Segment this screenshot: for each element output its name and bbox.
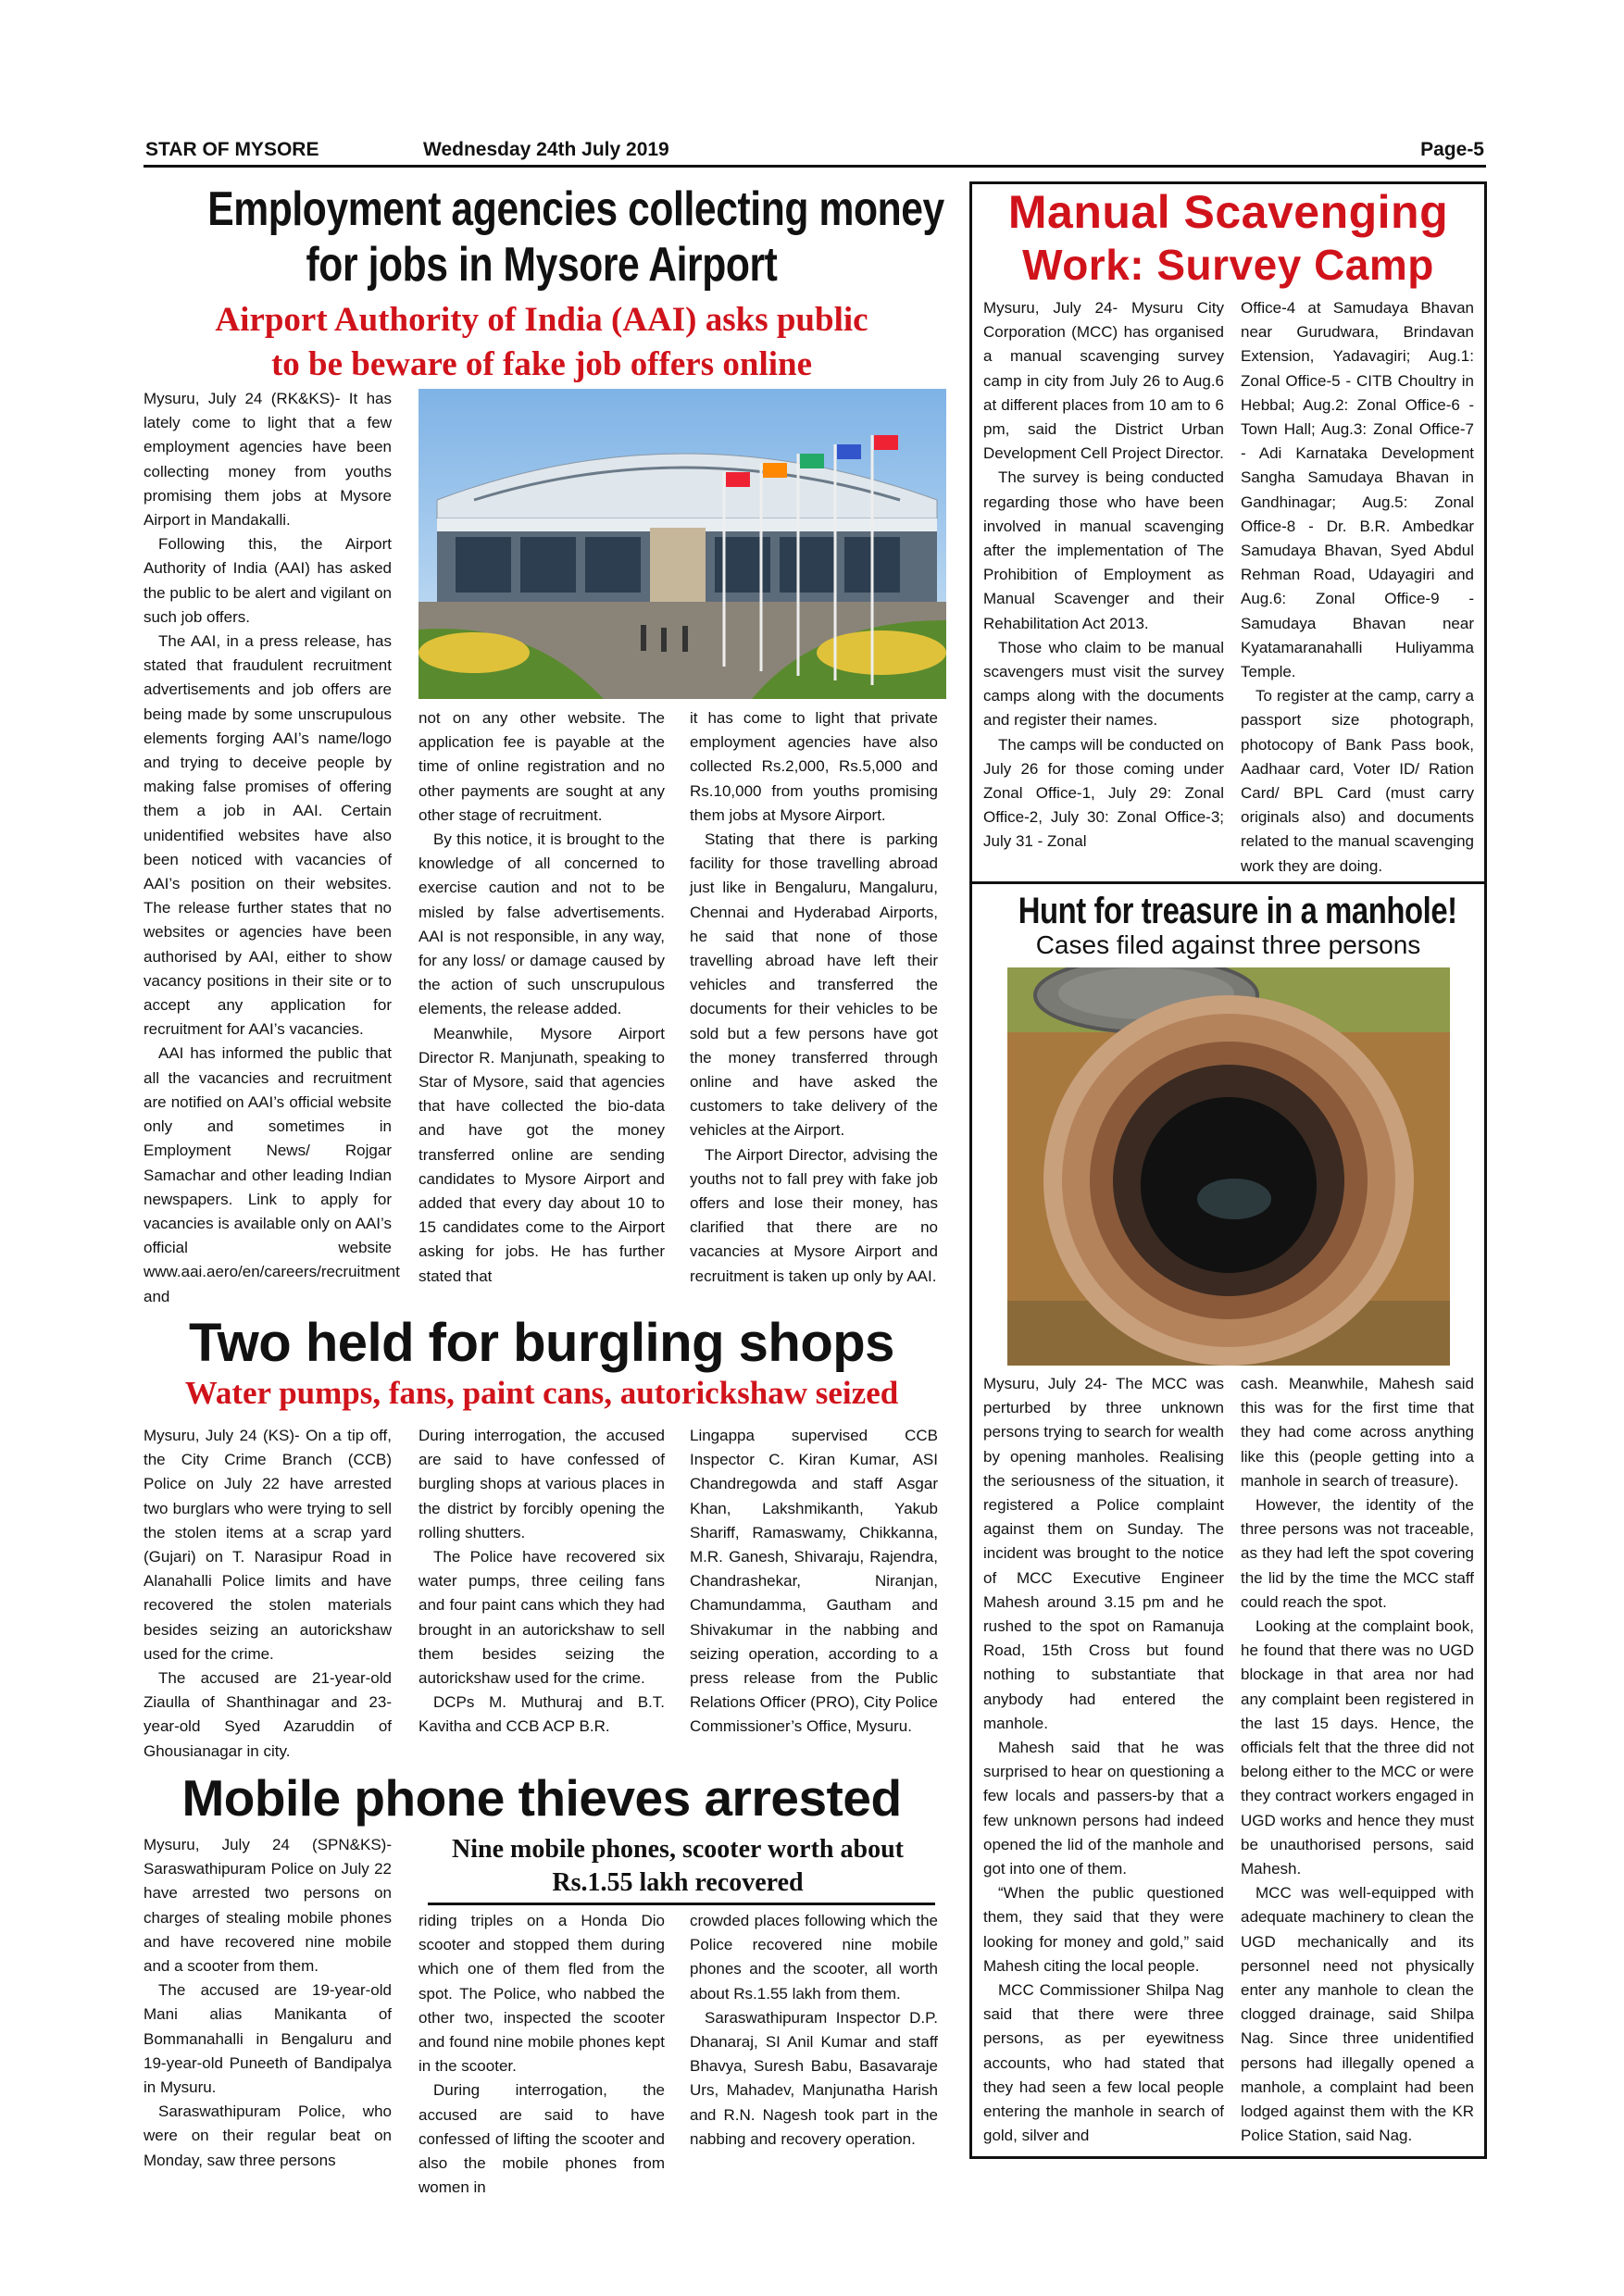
burglary-c1-p2: The accused are 21-year-old Ziaulla of Shanthinagar and 23-year-old Syed Azaruddin of Ghousianagar in city. (144, 1669, 392, 1760)
airport-column-1 (144, 387, 400, 1309)
airport-c2-p1: not on any other website. The application fee is payable at the time of online registration and no other payments are sought at any other stage of recruitment. (418, 709, 665, 824)
burglary-c2-p2: The Police have recovered six water pumps, three ceiling fans and four paint cans which they had brought in an autorickshaw to sell them besides seizing the autorickshaw used for the crime. (418, 1548, 665, 1688)
burglary-headline: Two held for burgling shops (189, 1313, 894, 1373)
mobile-subheadline (418, 1833, 937, 1900)
mobile-column-3 (690, 1909, 938, 2152)
mobile-c1-p2: The accused are 19-year-old Mani alias Manikanta of Bommanahalli in Bengaluru and 19-year-old Puneeth of Bandipalya in Mysuru. (144, 1981, 392, 2097)
airport-column-2 (418, 706, 665, 1289)
mobile-c2-p2: During interrogation, the accused are said to have confessed of lifting the scooter and also the mobile phones from women in (418, 2081, 665, 2197)
mobile-c3-p2: Saraswathipuram Inspector D.P. Dhanaraj, SI Anil Kumar and staff Bhavya, Suresh Babu, Basavaraje Urs, Mahadev, Manjunatha Harish and R.N. Nagesh took part in the nabbing and recovery operation. (690, 2008, 938, 2148)
airport-c3-p2: Stating that there is parking facility for those travelling abroad just like in Bengaluru, Mangaluru, Chennai and Hyderabad Airports, he said that none of those travelling abroad have left their vehicles and transferred the documents for their vehicles to be sold but a few persons have got the money transferred through online and have asked the customers to take delivery of the vehicles at the Airport. (690, 830, 938, 1140)
burglary-c2-p1: During interrogation, the accused are said to have confessed of burgling shops at various places in the district by forcibly opening the rolling shutters. (418, 1427, 665, 1541)
mobile-column-1 (144, 1833, 392, 2173)
burglary-c2-p3: DCPs M. Muthuraj and B.T. Kavitha and CCB ACP B.R. (418, 1693, 665, 1736)
manhole-c2-p3: Looking at the complaint book, he found that there was no UGD blockage in that area nor had any complaint been registered in the last 15 days. Hence, the officials felt that the three did not belong either to the MCC or were they contract workers engaged in UGD works and hence they must be unauthorised persons, said Mahesh. (1241, 1617, 1474, 1878)
mobile-sub-rule (428, 1903, 935, 1905)
scavenging-column-1 (983, 296, 1224, 855)
airport-c1-p3: The AAI, in a press release, has stated that fraudulent recruitment advertisements and job offers are being made by some unscrupulous elements forging AAI’s name/logo and trying to deceive people by making false promises of offering them a job in AAI. Certain unidentified websites have also been noticed with vacancies of AAI’s position on their websites. The release further states that no websites or agencies have been authorised by AAI, either to show vacancy positions in their site or to accept any application for recruitment for AAI’s vacancies. (144, 632, 392, 1039)
airport-subheadline (134, 298, 949, 387)
mobile-column-2 (418, 1909, 665, 2200)
scav-c1-p3: Those who claim to be manual scavengers must visit the survey camps along with the documents and register their names. (983, 638, 1224, 730)
scav-c1-p4: The camps will be conducted on July 26 for those coming under Zonal Office-1, July 29: Zonal Office-2, July 30: Zonal Office-3; July 31 - Zonal (983, 735, 1224, 851)
airport-c2-p2: By this notice, it is brought to the knowledge of all concerned to exercise caution and not to be misled by false advertisements. AAI is not responsible, in any way, for any loss/ or damage caused by the action of such unscrupulous elements, the release added. (418, 830, 665, 1018)
airport-c3-p1: it has come to light that private employment agencies have also collected Rs.2,000, Rs.5,000 and Rs.10,000 from youths promising them jobs at Mysore Airport. (690, 709, 938, 824)
airport-c3-p3: The Airport Director, advising the youths not to fall prey with fake job offers and lose their money, has clarified that there are no vacancies at Mysore Airport and recruitment is taken up only by AAI. (690, 1145, 938, 1285)
mobile-headline: Mobile phone thieves arrested (181, 1769, 902, 1827)
scav-c1-p2: The survey is being conducted regarding those who have been involved in manual scavenging after the implementation of The Prohibition of Employment as Manual Scavenger and their Rehabilitation Act 2013. (983, 468, 1224, 632)
manhole-column-2 (1241, 1372, 1474, 2149)
burglary-column-1 (144, 1424, 392, 1764)
manhole-headline: Hunt for treasure in a manhole! (1018, 891, 1457, 931)
manhole-c1-p3: “When the public questioned them, they said that they were looking for money and gold,” said Mahesh citing the local people. (983, 1884, 1224, 1975)
airport-sub-line2: to be beware of fake job offers online (270, 345, 813, 383)
burglary-c1-p1: Mysuru, July 24 (KS)- On a tip off, the City Crime Branch (CCB) Police on July 22 have arrested two burglars who were trying to sell the stolen items at a scrap yard (Gujari) on T. Narasipur Road in Alanahalli Police limits and have recovered the stolen materials besides seizing an autorickshaw used for the crime. (144, 1427, 392, 1663)
burglary-c3-p1: Lingappa supervised CCB Inspector C. Kiran Kumar, ASI Chandregowda and staff Asgar Khan, Lakshmikanth, Yakub Shariff, Ramaswamy, Chikkanna, M.R. Ganesh, Shivaraju, Rajendra, Chandrashekar, Niranjan, Chamundamma, Gautham and Shivakumar in the nabbing and seizing operation, according to a press release from the Public Relations Officer (PRO), City Police Commissioner’s Office, Mysuru. (690, 1427, 938, 1736)
mobile-c1-p1: Mysuru, July 24 (SPN&KS)- Saraswathipuram Police on July 22 have arrested two persons on charges of stealing mobile phones and have recovered nine mobile and a scooter from them. (144, 1836, 392, 1976)
airport-column-3 (690, 706, 938, 1289)
mobile-sub-line1: Nine mobile phones, scooter worth about (452, 1835, 904, 1864)
paper-name: STAR OF MYSORE (145, 139, 319, 160)
burglary-column-3 (690, 1424, 938, 1740)
scavenging-headline-line1: Manual Scavenging (1007, 186, 1449, 238)
manhole-c2-p4: MCC was well-equipped with adequate machinery to clean the UGD mechanically and its personnel need not physically enter any manhole to clean the clogged drainage, said Shilpa Nag. Since three unidentified persons had illegally opened a manhole, a complaint had been lodged against them with the KR Police Station, said Nag. (1241, 1884, 1474, 2145)
masthead (144, 137, 1486, 168)
manhole-c2-p1: cash. Meanwhile, Mahesh said this was for the first time that they had come across anything like this (people getting into a manhole in search of treasure). (1241, 1375, 1474, 1490)
airport-c1-p1: Mysuru, July 24 (RK&KS)- It has lately come to light that a few employment agencies have been collecting money from youths promising them jobs at Mysore Airport in Mandakalli. (144, 390, 392, 530)
airport-photo (418, 389, 946, 699)
manhole-c2-p2: However, the identity of the three persons was not traceable, as they had left the spot covering the lid by the time the MCC staff could reach the spot. (1241, 1496, 1474, 1611)
scav-c2-p1: Office-4 at Samudaya Bhavan near Gurudwara, Brindavan Extension, Yadavagiri; Aug.1: Zonal Office-5 - CITB Choultry in Hebbal; Aug.2: Zonal Office-6 - Town Hall; Aug.3: Zonal Office-7 - Adi Karnataka Development Sangha Samudaya Bhavan in Gandhinagar; Aug.5: Zonal Office-8 - Dr. B.R. Ambedkar Samudaya Bhavan, Syed Abdul Rehman Road, Udayagiri and Aug.6: Zonal Office-9 - Samudaya Bhavan near Kyatamaranahalli Huliyamma Temple. (1241, 299, 1474, 681)
burglary-column-2 (418, 1424, 665, 1740)
burglary-subheadline: Water pumps, fans, paint cans, autorickshaw seized (184, 1375, 899, 1411)
airport-c1-p4: AAI has informed the public that all the vacancies and recruitment are notified on AAI’s official website only and sometimes in Employment News/ Rojgar Samachar and other leading Indian newspapers. Link to apply for vacancies is available only on AAI’s official website www.aai.aero/en/careers/recruitment and (144, 1044, 400, 1305)
scavenging-headline-line2: Work: Survey Camp (1022, 241, 1434, 289)
airport-sub-line1: Airport Authority of India (AAI) asks public (215, 301, 868, 339)
mobile-c2-p1: riding triples on a Honda Dio scooter and stopped them during which one of them fled from the spot. The Police, who nabbed the other two, inspected the scooter and found nine mobile phones kept in the scooter. (418, 1912, 665, 2076)
airport-c2-p3: Meanwhile, Mysore Airport Director R. Manjunath, speaking to Star of Mysore, said that agencies that have collected the bio-data and have got the money transferred online are sending candidates to Mysore Airport and added that every day about 10 to 15 candidates come to the Airport asking for jobs. He has further stated that (418, 1024, 665, 1285)
mobile-c1-p3: Saraswathipuram Police, who were on their regular beat on Monday, saw three persons (144, 2103, 392, 2169)
scav-c1-p1: Mysuru, July 24- Mysuru City Corporation (MCC) has organised a manual scavenging survey camp in city from July 26 to Aug.6 at different places from 10 am to 6 pm, said the District Urban Development Cell Project Director. (983, 299, 1224, 463)
scav-c2-p2: To register at the camp, carry a passport size photograph, photocopy of Bank Pass book, Aadhaar card, Voter ID/ Ration Card/ BPL Card (must carry originals also) and documents related to the manual scavenging work they are doing. (1241, 687, 1474, 875)
airport-headline-line2: for jobs in Mysore Airport (306, 238, 778, 292)
manhole-c1-p2: Mahesh said that he was surprised to hear on questioning a few locals and passers-by that a few unknown persons had indeed opened the lid of the manhole and got into one of them. (983, 1739, 1224, 1878)
scavenging-column-2 (1241, 296, 1474, 879)
mobile-sub-line2: Rs.1.55 lakh recovered (552, 1868, 804, 1897)
issue-date: Wednesday 24th July 2019 (423, 139, 669, 160)
manhole-column-1 (983, 1372, 1224, 2149)
box-divider (972, 881, 1484, 884)
airport-headline-line1: Employment agencies collecting money (207, 182, 944, 236)
manhole-c1-p4: MCC Commissioner Shilpa Nag said that there were three persons, as per eyewitness accounts, who had stated that they had seen a few local people entering the manhole in search of gold, silver and (983, 1981, 1224, 2145)
scavenging-headline (972, 185, 1484, 291)
manhole-subheadline: Cases filed against three persons (1035, 930, 1421, 959)
story-airport-headline (134, 181, 949, 293)
airport-c1-p2: Following this, the Airport Authority of India (AAI) has asked the public to be alert and vigilant on such job offers. (144, 535, 392, 626)
manhole-c1-p1: Mysuru, July 24- The MCC was perturbed by three unknown persons trying to search for wealth by opening manholes. Realising the seriousness of the situation, it registered a Police complaint against them on Sunday. The incident was brought to the notice of MCC Executive Engineer Mahesh around 3.15 pm and he rushed to the spot on Ramanuja Road, 15th Cross but found nothing to substantiate that anybody had entered the manhole. (983, 1375, 1224, 1732)
manhole-photo (1007, 967, 1450, 1366)
page-number: Page-5 (1420, 139, 1484, 160)
mobile-c3-p1: crowded places following which the Police recovered nine mobile phones and the scooter, all worth about Rs.1.55 lakh from them. (690, 1912, 938, 2003)
